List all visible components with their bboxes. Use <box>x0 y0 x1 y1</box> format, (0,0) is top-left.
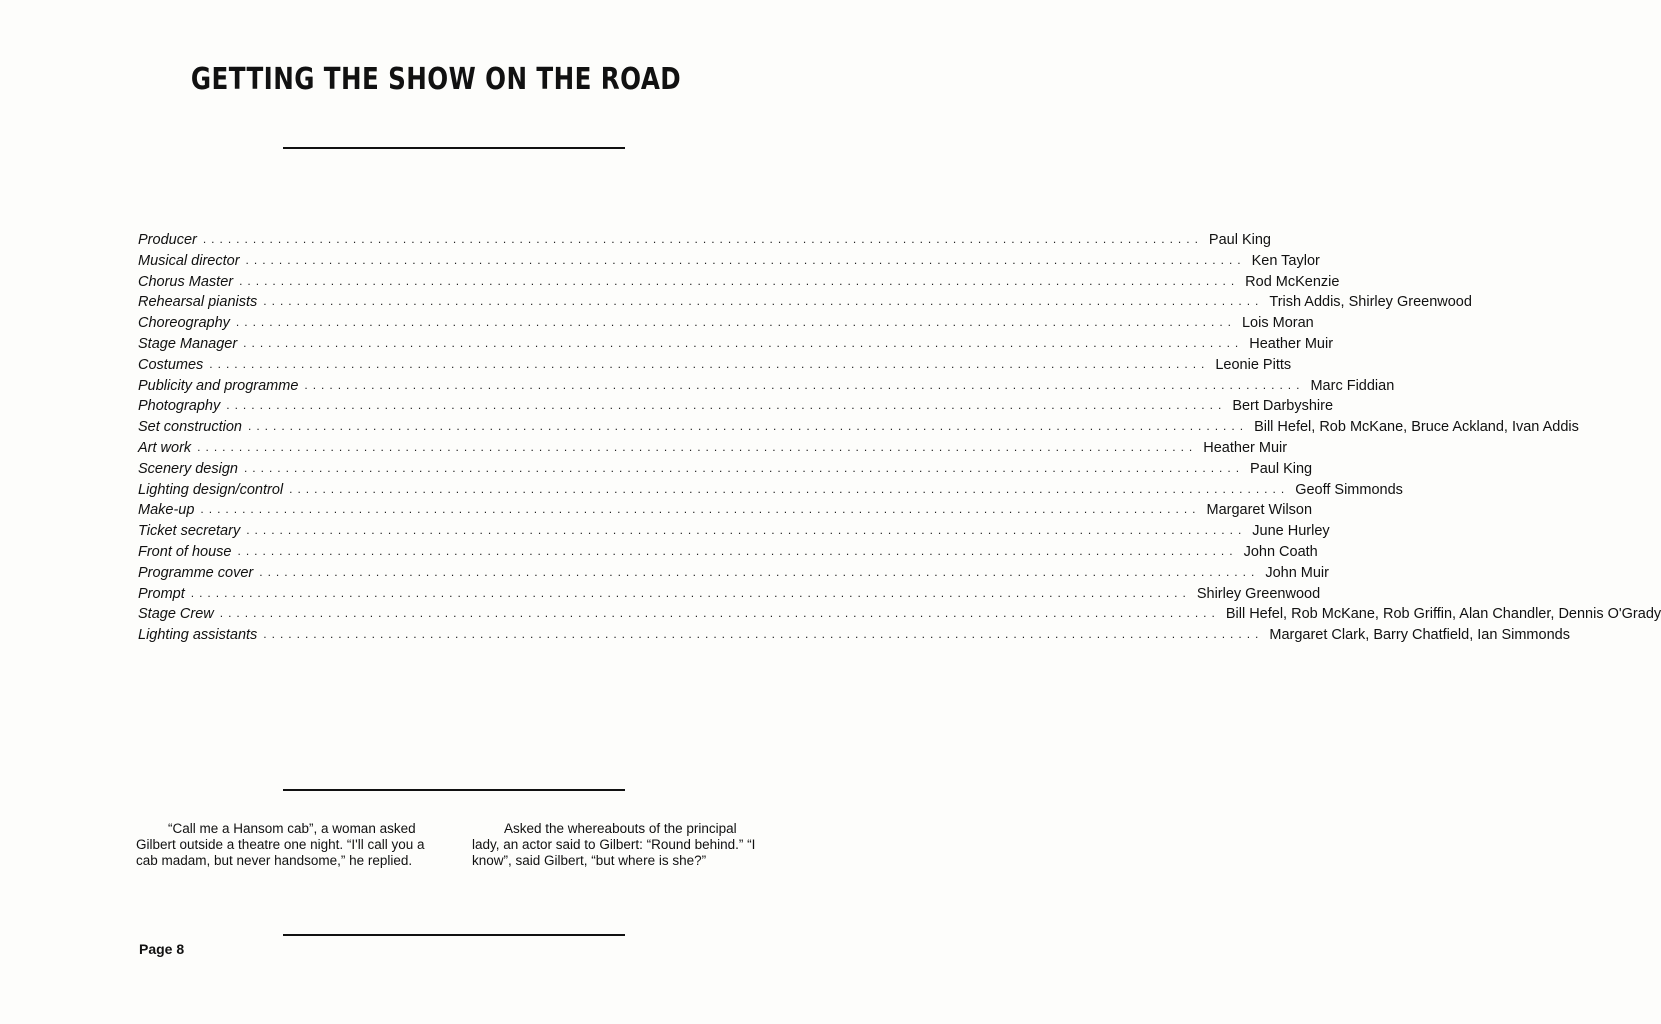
anecdote-principal-lady: Asked the whereabouts of the principal lady, an actor said to Gilbert: “Round behind.” “I know”, said Gilbert, “but where is she?” <box>472 821 756 868</box>
credit-role: Programme cover <box>138 564 254 581</box>
divider-rule-bottom <box>283 934 625 936</box>
credit-row <box>138 459 1313 480</box>
credit-name: Margaret Clark, Barry Chatfield, Ian Simmonds <box>1269 627 1570 644</box>
dot-leader: ........................................................................................................................ <box>237 543 1238 558</box>
credit-row <box>138 355 1292 376</box>
credit-name: Leonie Pitts <box>1215 356 1292 373</box>
credit-role: Choreography <box>138 315 230 332</box>
credit-name: Lois Moran <box>1241 315 1314 332</box>
credit-role: Prompt <box>138 585 185 602</box>
dot-leader: ........................................................................................................................ <box>289 481 1290 496</box>
divider-rule-middle <box>283 789 625 791</box>
credit-row <box>138 230 1271 251</box>
credit-role: Art work <box>138 439 192 456</box>
page-title: GETTING THE SHOW ON THE ROAD <box>190 62 682 97</box>
divider-rule-top <box>283 147 625 149</box>
credit-role: Scenery design <box>138 460 238 477</box>
dot-leader: ........................................................................................................................ <box>243 335 1244 350</box>
dot-leader: ........................................................................................................................ <box>200 502 1201 517</box>
dot-leader: ........................................................................................................................ <box>226 398 1227 413</box>
credit-name: John Muir <box>1265 564 1329 581</box>
credit-row <box>138 313 1314 334</box>
credit-name: Bill Hefel, Rob McKane, Bruce Ackland, Ivan Addis <box>1254 419 1579 436</box>
dot-leader: ........................................................................................................................ <box>190 585 1191 600</box>
credit-role: Producer <box>138 232 197 248</box>
credit-row <box>138 438 1288 459</box>
anecdotes-section <box>136 821 766 869</box>
credit-name: John Coath <box>1243 543 1318 560</box>
dot-leader: ........................................................................................................................ <box>209 356 1210 371</box>
credit-role: Musical director <box>138 252 240 269</box>
credit-name: Shirley Greenwood <box>1196 585 1321 602</box>
credit-row <box>138 292 1472 313</box>
credit-name: Heather Muir <box>1203 439 1288 456</box>
credit-role: Costumes <box>138 356 204 373</box>
page-number: Page 8 <box>139 941 185 957</box>
dot-leader: ........................................................................................................................ <box>243 460 1245 475</box>
credit-role: Lighting assistants <box>138 627 258 644</box>
credit-row <box>138 334 1334 355</box>
credit-row <box>138 584 1321 605</box>
dot-leader: ........................................................................................................................ <box>263 627 1264 642</box>
credit-name: Margaret Wilson <box>1206 502 1313 519</box>
credit-row <box>138 563 1329 584</box>
dot-leader: ........................................................................................................................ <box>245 252 1246 267</box>
dot-leader: ........................................................................................................................ <box>197 439 1198 454</box>
credit-role: Stage Crew <box>138 606 214 623</box>
credit-row <box>138 500 1313 521</box>
credit-name: Geoff Simmonds <box>1295 481 1403 498</box>
dot-leader: ........................................................................................................................ <box>304 377 1305 392</box>
anecdote-hansom-cab: “Call me a Hansom cab”, a woman asked Gilbert outside a theatre one night. “I'll call you a cab madam, but never handsome,” he replied. <box>136 821 425 868</box>
credit-name: June Hurley <box>1252 523 1330 540</box>
dot-leader: ........................................................................................................................ <box>239 273 1240 288</box>
credit-name: Paul King <box>1250 460 1313 477</box>
credit-name: Ken Taylor <box>1251 252 1320 269</box>
credit-name: Trish Addis, Shirley Greenwood <box>1269 294 1472 311</box>
dot-leader: ........................................................................................................................ <box>259 564 1260 579</box>
credit-name: Bert Darbyshire <box>1232 398 1334 415</box>
credit-role: Chorus Master <box>138 273 234 290</box>
dot-leader: ........................................................................................................................ <box>263 294 1264 309</box>
credit-role: Ticket secretary <box>138 523 241 540</box>
credit-role: Lighting design/control <box>138 481 284 498</box>
credit-row <box>138 480 1403 501</box>
credit-role: Front of house <box>138 543 232 560</box>
dot-leader: ........................................................................................................................ <box>202 232 1203 246</box>
credit-name: Rod McKenzie <box>1245 273 1340 290</box>
credits-list <box>138 230 1661 646</box>
credit-role: Stage Manager <box>138 335 238 352</box>
credit-name: Marc Fiddian <box>1310 377 1395 394</box>
credit-row <box>138 625 1570 646</box>
dot-leader: ........................................................................................................................ <box>246 523 1247 538</box>
credit-role: Photography <box>138 398 221 415</box>
credit-row <box>138 542 1318 563</box>
credit-name: Heather Muir <box>1249 335 1334 352</box>
credit-row <box>138 604 1661 625</box>
credit-name: Paul King <box>1208 232 1271 248</box>
credit-row <box>138 417 1579 438</box>
credit-row <box>138 251 1320 272</box>
dot-leader: ........................................................................................................................ <box>235 315 1236 330</box>
credit-role: Make-up <box>138 502 195 519</box>
credit-row <box>138 376 1395 397</box>
credit-row <box>138 521 1330 542</box>
credit-role: Rehearsal pianists <box>138 294 258 311</box>
credit-role: Publicity and programme <box>138 377 299 394</box>
credit-role: Set construction <box>138 419 242 436</box>
credit-row <box>138 272 1340 293</box>
dot-leader: ........................................................................................................................ <box>247 419 1249 434</box>
dot-leader: ........................................................................................................................ <box>219 606 1220 621</box>
credit-row <box>138 396 1334 417</box>
credit-name: Bill Hefel, Rob McKane, Rob Griffin, Alan Chandler, Dennis O'Grady <box>1225 606 1661 623</box>
